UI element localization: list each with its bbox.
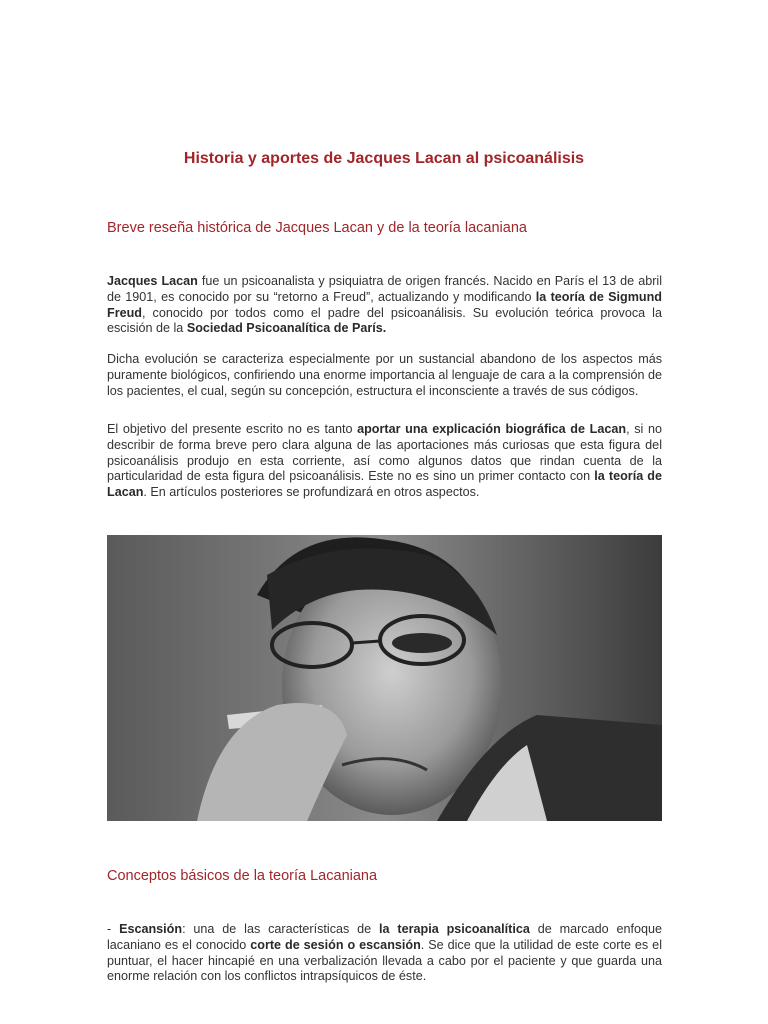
bold-text: aportar una explicación biográfica de Lacan	[357, 422, 627, 436]
page-title: Historia y aportes de Jacques Lacan al psicoanálisis	[183, 150, 585, 167]
text-run: El objetivo del presente escrito no es tanto	[107, 422, 358, 436]
bold-text: Escansión	[119, 922, 183, 936]
bold-text: Jacques Lacan	[107, 274, 198, 288]
paragraph-evolution: Dicha evolución se caracteriza especialmente por un sustancial abandono de los aspectos más puramente biológicos, confiriendo una enorme importancia al lenguaje de cara a la comprensión de los pacientes, el cual, según su concepción, estructura el inconsciente a través de sus códigos.	[107, 352, 662, 398]
bold-text: la terapia psicoanalítica	[379, 922, 530, 936]
paragraph-escansion	[107, 922, 662, 985]
text-run: . Se dice que la utilidad de este corte es el puntuar, el hacer hincapié en una verbalización llevada a cabo por el paciente y que guarda una enorme relación con los conflictos intrapsíquicos de éste.	[107, 937, 662, 984]
section-heading-history: Breve reseña histórica de Jacques Lacan y de la teoría lacaniana	[107, 220, 527, 236]
text-run: -	[107, 922, 120, 936]
text-run: . En artículos posteriores se profundizará en otros aspectos.	[143, 485, 480, 500]
bold-text: la teoría de Lacan	[107, 469, 662, 500]
text-run: , conocido por todos como el padre del psicoanálisis. Su evolución teórica provoca la escisión de la	[107, 305, 662, 336]
paragraph-intro	[107, 274, 662, 337]
text-run: , si no describir de forma breve pero clara alguna de las aportaciones más curiosas que esta figura del psicoanálisis produjo en esta corriente, así como algunos datos que rindan cuenta de la particularidad de esta figura del psicoanálisis. Este no es sino un primer contacto con	[107, 422, 662, 484]
bold-text: corte de sesión o escansión	[250, 937, 421, 952]
portrait-photo	[107, 535, 662, 821]
text-run: fue un psicoanalista y psiquiatra de origen francés. Nacido en París el 13 de abril de 1901, es conocido por su “retorno a Freud”, actualizando y modificando	[107, 274, 662, 304]
bold-text: Sociedad Psicoanalítica de París.	[186, 321, 387, 336]
bold-text: la teoría de Sigmund Freud	[107, 289, 662, 320]
paragraph-objective	[107, 422, 662, 501]
section-heading-concepts: Conceptos básicos de la teoría Lacaniana	[107, 868, 378, 884]
text-run: : una de las características de	[182, 922, 380, 936]
text-run: de marcado enfoque lacaniano es el conocido	[107, 922, 662, 952]
